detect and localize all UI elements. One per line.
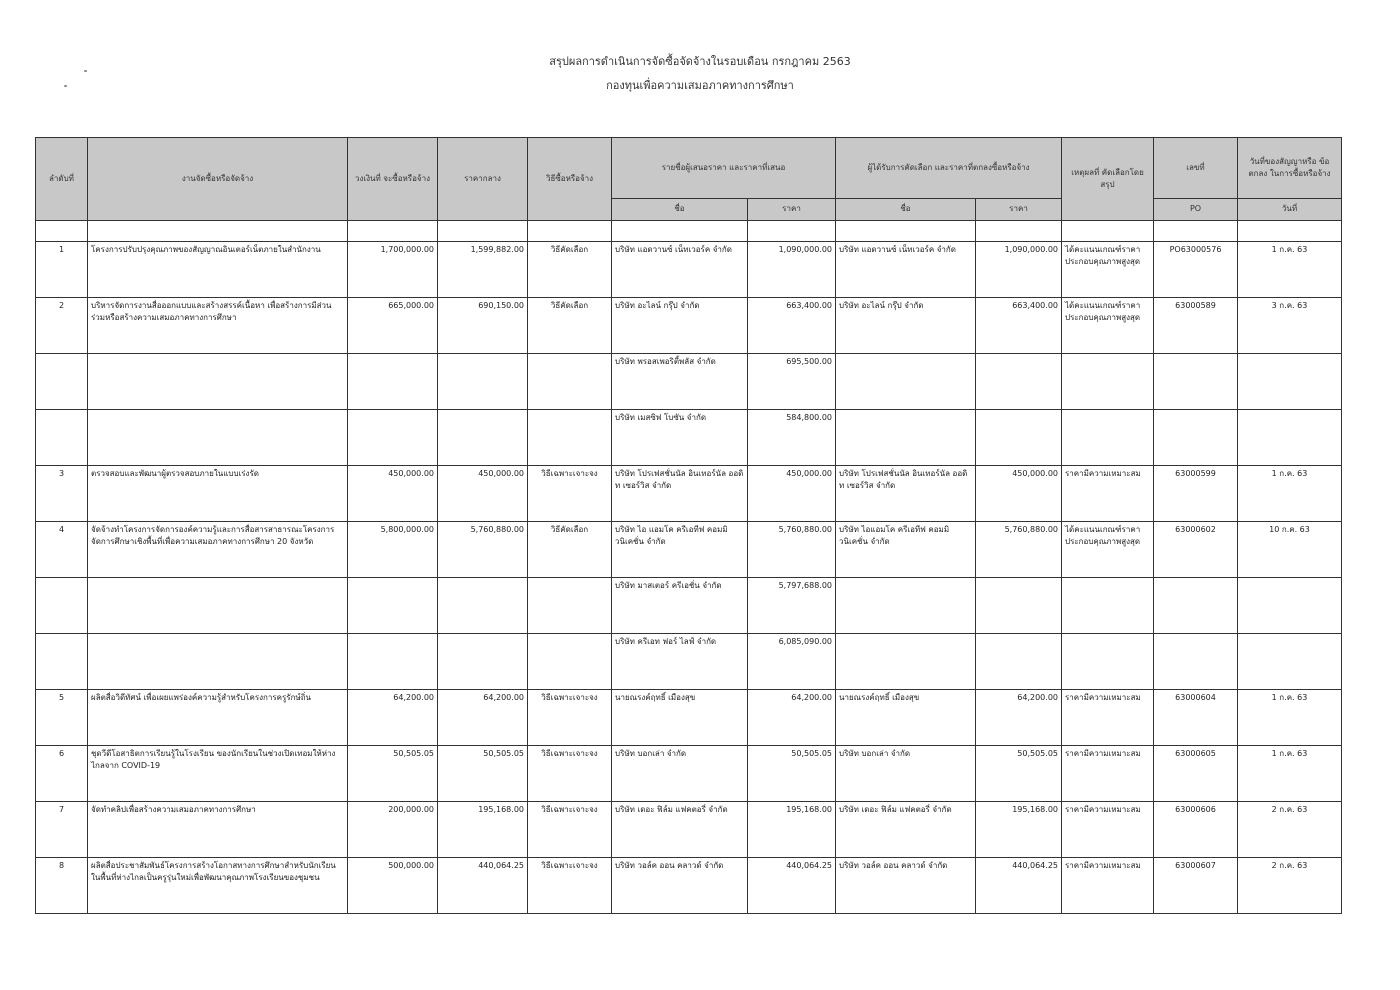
table-row: [36, 522, 1342, 578]
cell-offer-name: บริษัท พรอสเพอริตี้พลัส จำกัด: [612, 354, 748, 410]
cell-offer-price: 195,168.00: [748, 802, 836, 858]
header-selected: ผู้ได้รับการคัดเลือก และราคาที่ตกลงซื้อหรือจ้าง: [836, 138, 1062, 199]
header-method: วิธีซื้อหรือจ้าง: [528, 138, 612, 221]
cell-method: วิธีคัดเลือก: [528, 522, 612, 578]
cell-seq: 6: [36, 746, 88, 802]
cell-work: ตรวจสอบและพัฒนาผู้ตรวจสอบภายในแบบเร่งรัด: [88, 466, 348, 522]
cell-reason: [1062, 354, 1154, 410]
table-row: [36, 354, 1342, 410]
cell-date: 1 ก.ค. 63: [1238, 746, 1342, 802]
cell-sel-price: 663,400.00: [976, 298, 1062, 354]
cell-median: [438, 578, 528, 634]
cell-date: 1 ก.ค. 63: [1238, 466, 1342, 522]
cell-reason: ได้คะแนนเกณฑ์ราคาประกอบคุณภาพสูงสุด: [1062, 522, 1154, 578]
cell-work: จัดทำคลิปเพื่อสร้างความเสมอภาคทางการศึกษา: [88, 802, 348, 858]
scan-speck: [84, 70, 87, 72]
cell-work: ผลิตสื่อวิดีทัศน์ เพื่อเผยแพร่องค์ความรู้สำหรับโครงการครูรักษ์ถิ่น: [88, 690, 348, 746]
cell-offer-price: 1,090,000.00: [748, 242, 836, 298]
cell-work: [88, 410, 348, 466]
cell-seq: 1: [36, 242, 88, 298]
cell-median: 1,599,882.00: [438, 242, 528, 298]
cell-date: 10 ก.ค. 63: [1238, 522, 1342, 578]
cell-sel-name: บริษัท วอล์ค ออน คลาวด์ จำกัด: [836, 858, 976, 914]
header-po: PO: [1154, 199, 1238, 221]
cell-number: PO63000576: [1154, 242, 1238, 298]
cell-budget: 500,000.00: [348, 858, 438, 914]
cell-reason: ราคามีความเหมาะสม: [1062, 466, 1154, 522]
cell-median: [438, 354, 528, 410]
cell-seq: [36, 578, 88, 634]
cell-reason: ราคามีความเหมาะสม: [1062, 858, 1154, 914]
table-row: [36, 410, 1342, 466]
table-row: [36, 242, 1342, 298]
cell-budget: 665,000.00: [348, 298, 438, 354]
cell-work: จัดจ้างทำโครงการจัดการองค์ความรู้และการสื่อสารสาธารณะโครงการจัดการศึกษาเชิงพื้นที่เพื่อความเสมอภาคทางการศึกษา 20 จังหวัด: [88, 522, 348, 578]
cell-reason: ราคามีความเหมาะสม: [1062, 690, 1154, 746]
cell-median: [438, 634, 528, 690]
cell-date: 1 ก.ค. 63: [1238, 242, 1342, 298]
cell-method: [528, 578, 612, 634]
cell-seq: [36, 634, 88, 690]
cell-sel-name: บริษัท อะไลน์ กรุ๊ป จำกัด: [836, 298, 976, 354]
cell-budget: 5,800,000.00: [348, 522, 438, 578]
cell-work: โครงการปรับปรุงคุณภาพของสัญญาณอินเตอร์เน็ตภายในสำนักงาน: [88, 242, 348, 298]
cell-reason: [1062, 634, 1154, 690]
cell-date: 3 ก.ค. 63: [1238, 298, 1342, 354]
spacer-row: [36, 221, 1342, 242]
cell-budget: 64,200.00: [348, 690, 438, 746]
cell-seq: 3: [36, 466, 88, 522]
cell-method: [528, 354, 612, 410]
table-row: [36, 578, 1342, 634]
cell-reason: ได้คะแนนเกณฑ์ราคาประกอบคุณภาพสูงสุด: [1062, 298, 1154, 354]
cell-offer-price: 584,800.00: [748, 410, 836, 466]
cell-method: วิธีเฉพาะเจาะจง: [528, 690, 612, 746]
cell-number: [1154, 578, 1238, 634]
cell-date: 2 ก.ค. 63: [1238, 858, 1342, 914]
cell-number: [1154, 634, 1238, 690]
cell-offer-price: 50,505.05: [748, 746, 836, 802]
cell-number: [1154, 354, 1238, 410]
cell-budget: [348, 410, 438, 466]
cell-sel-price: [976, 578, 1062, 634]
cell-sel-name: นายณรงค์ฤทธิ์ เมืองสุข: [836, 690, 976, 746]
cell-sel-name: [836, 634, 976, 690]
cell-offer-price: 440,064.25: [748, 858, 836, 914]
cell-budget: [348, 578, 438, 634]
cell-number: 63000605: [1154, 746, 1238, 802]
cell-median: 5,760,880.00: [438, 522, 528, 578]
cell-median: [438, 410, 528, 466]
cell-median: 690,150.00: [438, 298, 528, 354]
cell-median: 50,505.05: [438, 746, 528, 802]
cell-sel-price: 450,000.00: [976, 466, 1062, 522]
scan-speck: [64, 85, 67, 87]
document-title: สรุปผลการดำเนินการจัดซื้อจัดจ้างในรอบเดือน กรกฎาคม 2563: [549, 55, 851, 68]
cell-seq: 7: [36, 802, 88, 858]
table-row: [36, 858, 1342, 914]
cell-reason: [1062, 578, 1154, 634]
cell-reason: ราคามีความเหมาะสม: [1062, 746, 1154, 802]
cell-budget: 200,000.00: [348, 802, 438, 858]
cell-sel-name: บริษัท บอกเล่า จำกัด: [836, 746, 976, 802]
cell-date: 2 ก.ค. 63: [1238, 802, 1342, 858]
cell-offer-price: 5,797,688.00: [748, 578, 836, 634]
cell-seq: [36, 410, 88, 466]
cell-date: [1238, 410, 1342, 466]
header-date: วันที่ของสัญญาหรือ ข้อตกลง ในการซื้อหรือจ้าง: [1238, 138, 1342, 199]
header-median: ราคากลาง: [438, 138, 528, 221]
cell-budget: 450,000.00: [348, 466, 438, 522]
cell-reason: ได้คะแนนเกณฑ์ราคาประกอบคุณภาพสูงสุด: [1062, 242, 1154, 298]
cell-method: วิธีเฉพาะเจาะจง: [528, 802, 612, 858]
cell-number: 63000606: [1154, 802, 1238, 858]
cell-offer-name: นายณรงค์ฤทธิ์ เมืองสุข: [612, 690, 748, 746]
cell-budget: 1,700,000.00: [348, 242, 438, 298]
cell-sel-price: 64,200.00: [976, 690, 1062, 746]
header-day: วันที่: [1238, 199, 1342, 221]
cell-sel-name: [836, 410, 976, 466]
cell-median: 440,064.25: [438, 858, 528, 914]
cell-method: วิธีเฉพาะเจาะจง: [528, 746, 612, 802]
procurement-table: [35, 137, 1342, 914]
cell-sel-name: [836, 354, 976, 410]
cell-offer-price: 450,000.00: [748, 466, 836, 522]
cell-sel-price: [976, 634, 1062, 690]
cell-offer-price: 695,500.00: [748, 354, 836, 410]
cell-budget: [348, 634, 438, 690]
cell-sel-name: บริษัท แอดวานซ์ เน็ทเวอร์ค จำกัด: [836, 242, 976, 298]
cell-offer-name: บริษัท เดอะ ฟิล์ม แฟคตอรี่ จำกัด: [612, 802, 748, 858]
cell-offer-name: บริษัท ไอ แอมโค ครีเอทีฟ คอมมิวนิเคชั่น จำกัด: [612, 522, 748, 578]
cell-sel-price: 195,168.00: [976, 802, 1062, 858]
cell-date: [1238, 578, 1342, 634]
cell-offer-name: บริษัท แอดวานซ์ เน็ทเวอร์ค จำกัด: [612, 242, 748, 298]
cell-offer-name: บริษัท โปรเฟสชั่นนัล อินเทอร์นัล ออดิท เซอร์วิส จำกัด: [612, 466, 748, 522]
cell-seq: 5: [36, 690, 88, 746]
cell-offer-price: 5,760,880.00: [748, 522, 836, 578]
cell-seq: 4: [36, 522, 88, 578]
cell-median: 195,168.00: [438, 802, 528, 858]
cell-median: 450,000.00: [438, 466, 528, 522]
cell-sel-name: [836, 578, 976, 634]
cell-sel-price: 440,064.25: [976, 858, 1062, 914]
table-row: [36, 466, 1342, 522]
cell-median: 64,200.00: [438, 690, 528, 746]
cell-number: [1154, 410, 1238, 466]
cell-number: 63000604: [1154, 690, 1238, 746]
cell-sel-price: [976, 354, 1062, 410]
cell-sel-price: 50,505.05: [976, 746, 1062, 802]
cell-method: วิธีคัดเลือก: [528, 242, 612, 298]
header-offerers: รายชื่อผู้เสนอราคา และราคาที่เสนอ: [612, 138, 836, 199]
header-budget: วงเงินที่ จะซื้อหรือจ้าง: [348, 138, 438, 221]
cell-method: [528, 410, 612, 466]
cell-sel-price: 5,760,880.00: [976, 522, 1062, 578]
cell-date: [1238, 354, 1342, 410]
cell-offer-price: 64,200.00: [748, 690, 836, 746]
cell-budget: 50,505.05: [348, 746, 438, 802]
cell-work: บริหารจัดการงานสื่อออกแบบและสร้างสรรค์เนื้อหา เพื่อสร้างการมีส่วนร่วมหรือสร้างความเสมอภาคทางการศึกษา: [88, 298, 348, 354]
header-selected-name: ชื่อ: [836, 199, 976, 221]
cell-work: ผลิตสื่อประชาสัมพันธ์โครงการสร้างโอกาสทางการศึกษาสำหรับนักเรียนในพื้นที่ห่างไกลเป็นครูรุ่นใหม่เพื่อพัฒนาคุณภาพโรงเรียนของชุมชน: [88, 858, 348, 914]
table-row: [36, 690, 1342, 746]
header-number: เลขที่: [1154, 138, 1238, 199]
cell-method: วิธีเฉพาะเจาะจง: [528, 858, 612, 914]
cell-work: [88, 634, 348, 690]
cell-sel-name: บริษัท โปรเฟสชั่นนัล อินเทอร์นัล ออดิท เซอร์วิส จำกัด: [836, 466, 976, 522]
header-offer-name: ชื่อ: [612, 199, 748, 221]
cell-date: [1238, 634, 1342, 690]
cell-offer-name: บริษัท บอกเล่า จำกัด: [612, 746, 748, 802]
table-row: [36, 634, 1342, 690]
table-header-row: [36, 138, 1342, 199]
cell-reason: ราคามีความเหมาะสม: [1062, 802, 1154, 858]
cell-sel-price: 1,090,000.00: [976, 242, 1062, 298]
document-subtitle: กองทุนเพื่อความเสมอภาคทางการศึกษา: [606, 79, 794, 92]
cell-offer-name: บริษัท วอล์ค ออน คลาวด์ จำกัด: [612, 858, 748, 914]
cell-sel-price: [976, 410, 1062, 466]
cell-method: วิธีคัดเลือก: [528, 298, 612, 354]
cell-work: [88, 354, 348, 410]
cell-offer-name: บริษัท เมสซิฟ โบซัน จำกัด: [612, 410, 748, 466]
cell-number: 63000599: [1154, 466, 1238, 522]
cell-budget: [348, 354, 438, 410]
cell-offer-name: บริษัท อะไลน์ กรุ๊ป จำกัด: [612, 298, 748, 354]
cell-sel-name: บริษัท เดอะ ฟิล์ม แฟคตอรี่ จำกัด: [836, 802, 976, 858]
cell-work: ชุดวีดีโอสาธิตการเรียนรู้ในโรงเรียน ของนักเรียนในช่วงเปิดเทอมให้ห่างไกลจาก COVID-19: [88, 746, 348, 802]
cell-sel-name: บริษัท ไอแอมโค ครีเอทีฟ คอมมิวนิเคชั่น จำกัด: [836, 522, 976, 578]
header-offer-price: ราคา: [748, 199, 836, 221]
table-row: [36, 802, 1342, 858]
cell-offer-price: 6,085,090.00: [748, 634, 836, 690]
header-reason: เหตุผลที่ คัดเลือกโดยสรุป: [1062, 138, 1154, 221]
table-row: [36, 746, 1342, 802]
cell-number: 63000589: [1154, 298, 1238, 354]
cell-seq: 8: [36, 858, 88, 914]
cell-number: 63000607: [1154, 858, 1238, 914]
cell-method: [528, 634, 612, 690]
header-selected-price: ราคา: [976, 199, 1062, 221]
header-work: งานจัดซื้อหรือจัดจ้าง: [88, 138, 348, 221]
cell-offer-name: บริษัท มาสเตอร์ ครีเอชั่น จำกัด: [612, 578, 748, 634]
cell-work: [88, 578, 348, 634]
cell-seq: [36, 354, 88, 410]
cell-offer-price: 663,400.00: [748, 298, 836, 354]
header-seq: ลำดับที่: [36, 138, 88, 221]
cell-method: วิธีเฉพาะเจาะจง: [528, 466, 612, 522]
cell-reason: [1062, 410, 1154, 466]
cell-seq: 2: [36, 298, 88, 354]
table-row: [36, 298, 1342, 354]
cell-number: 63000602: [1154, 522, 1238, 578]
cell-offer-name: บริษัท ครีเอท ฟอร์ ไลฟ์ จำกัด: [612, 634, 748, 690]
cell-date: 1 ก.ค. 63: [1238, 690, 1342, 746]
